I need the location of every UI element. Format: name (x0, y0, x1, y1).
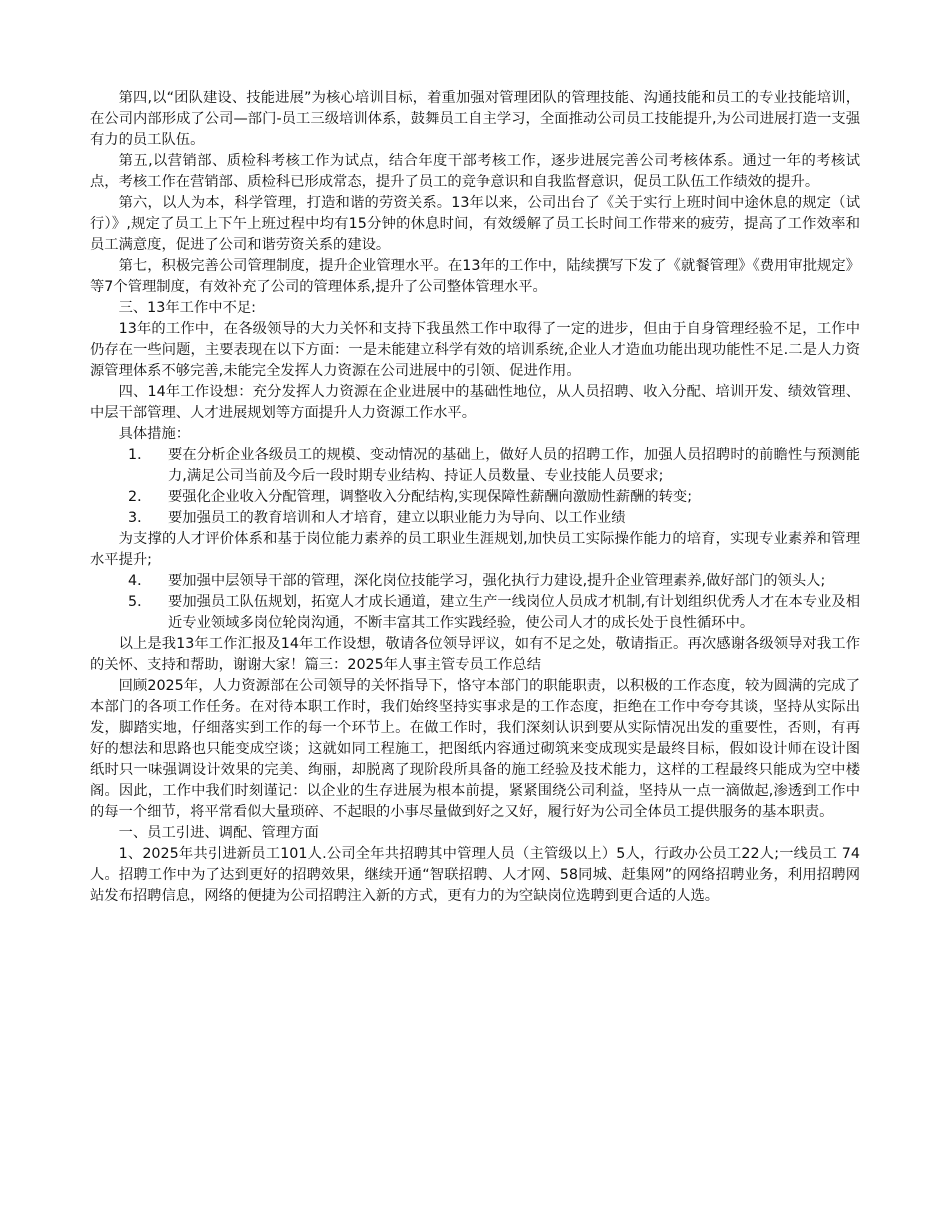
section-heading-recruitment: 一、员工引进、调配、管理方面 (118, 825, 319, 841)
paragraph-5th: 第五,以营销部、质检科考核工作为试点，结合年度干部考核工作，逐步进展完善公司考核体系。通过一年的考核试点，考核工作在营销部、质检科已形成常态，提升了员工的竞争意识和自我监督意识，促员工队伍工作绩效的提升。 (90, 153, 860, 190)
document-page (90, 88, 860, 907)
list-text: 要在分析企业各级员工的规模、变动情况的基础上，做好人员的招聘工作，加强人员招聘时的前瞻性与预测能力,满足公司当前及今后一段时期专业结构、持证人员数量、专业技能人员要求; (168, 447, 860, 484)
list-number: 1． (128, 447, 152, 463)
list-text: 要加强员工队伍规划，拓宽人才成长通道，建立生产一线岗位人员成才机制,有计划组织优秀人才在本专业及相近专业领域多岗位轮岗沟通，不断丰富其工作实践经验，使公司人才的成长处于良性循环中。 (168, 594, 860, 631)
paragraph-recruitment: 1、2025年共引进新员工101人.公司全年共招聘其中管理人员（主管级以上）5人，行政办公员工22人;一线员工 74人。招聘工作中为了达到更好的招聘效果，继续开通“智联招聘、人才网、58同城、赶集网”的网络招聘业务，利用招聘网站发布招聘信息，网络的便捷为公司招聘注入新的方式，更有力的为空缺岗位选聘到更合适的人选。 (90, 846, 860, 904)
section-heading-shortcomings: 三、13年工作中不足: (118, 300, 256, 316)
paragraph-shortcomings: 13年的工作中，在各级领导的大力关怀和支持下我虽然工作中取得了一定的进步，但由于自身管理经验不足，工作中仍存在一些问题，主要表现在以下方面：一是未能建立科学有效的培训系统,企业人才造血功能出现功能性不足.二是人力资源管理体系不够完善,未能完全发挥人力资源在公司进展中的引领、促进作用。 (90, 321, 860, 379)
list-number: 5． (128, 594, 152, 610)
list-item (90, 445, 860, 487)
list-item (90, 571, 860, 592)
list-item (90, 487, 860, 508)
list-text: 要强化企业收入分配管理，调整收入分配结构,实现保障性薪酬向激励性薪酬的转变; (168, 489, 693, 505)
list-item (90, 508, 860, 529)
paragraph-7th: 第七，积极完善公司管理制度，提升企业管理水平。在13年的工作中，陆续撰写下发了《就餐管理》《费用审批规定》等7个管理制度，有效补充了公司的管理体系,提升了公司整体管理水平。 (90, 258, 860, 295)
list-continuation: 为支撑的人才评价体系和基于岗位能力素养的员工职业生涯规划,加快员工实际操作能力的培育，实现专业素养和管理水平提升; (90, 531, 860, 568)
list-number: 4． (128, 573, 152, 589)
paragraph-4th: 第四,以“团队建设、技能进展”为核心培训目标，着重加强对管理团队的管理技能、沟通技能和员工的专业技能培训，在公司内部形成了公司—部门-员工三级培训体系，鼓舞员工自主学习，全面推动公司员工技能提升,为公司进展打造一支强有力的员工队伍。 (90, 90, 860, 148)
paragraph-14-plan: 四、14年工作设想：充分发挥人力资源在企业进展中的基础性地位，从人员招聘、收入分配、培训开发、绩效管理、中层干部管理、人才进展规划等方面提升人力资源工作水平。 (90, 384, 860, 421)
list-item (90, 592, 860, 634)
paragraph-review-2025: 回顾2025年，人力资源部在公司领导的关怀指导下，恪守本部门的职能职责，以积极的工作态度，较为圆满的完成了本部门的各项工作任务。在对待本职工作时，我们始终坚持实事求是的工作态度，拒绝在工作中夸夸其谈，坚持从实际出发，脚踏实地，仔细落实到工作的每一个环节上。在做工作时，我们深刻认识到要从实际情况出发的重要性，否则，有再好的想法和思路也只能变成空谈；这就如同工程施工，把图纸内容通过砌筑来变成现实是最终目标，假如设计师在设计图纸时只一味强调设计效果的完美、绚丽，却脱离了现阶段所具备的施工经验及技术能力，这样的工程最终只能成为空中楼阁。因此，工作中我们时刻谨记：以企业的生存进展为根本前提，紧紧围绕公司利益，坚持从一点一滴做起,渗透到工作中的每一个细节，将平常看似大量琐碎、不起眼的小事尽量做到好之又好，履行好为公司全体员工提供服务的基本职责。 (90, 678, 860, 820)
list-number: 2． (128, 489, 152, 505)
list-text: 要加强员工的教育培训和人才培育，建立以职业能力为导向、以工作业绩 (168, 510, 626, 526)
measures-label: 具体措施： (118, 426, 191, 442)
list-text: 要加强中层领导干部的管理，深化岗位技能学习，强化执行力建设,提升企业管理素养,做好部门的领头人; (168, 573, 826, 589)
paragraph-closing: 以上是我13年工作汇报及14年工作设想，敬请各位领导评议，如有不足之处，敬请指正。再次感谢各级领导对我工作的关怀、支持和帮助，谢谢大家！篇三：2025年人事主管专员工作总结 (90, 636, 860, 673)
paragraph-6th: 第六，以人为本，科学管理，打造和谐的劳资关系。13年以来，公司出台了《关于实行上班时间中途休息的规定（试行）》,规定了员工上下午上班过程中均有15分钟的休息时间，有效缓解了员工长时间工作带来的疲劳，提高了工作效率和员工满意度，促进了公司和谐劳资关系的建设。 (90, 195, 860, 253)
list-number: 3． (128, 510, 152, 526)
